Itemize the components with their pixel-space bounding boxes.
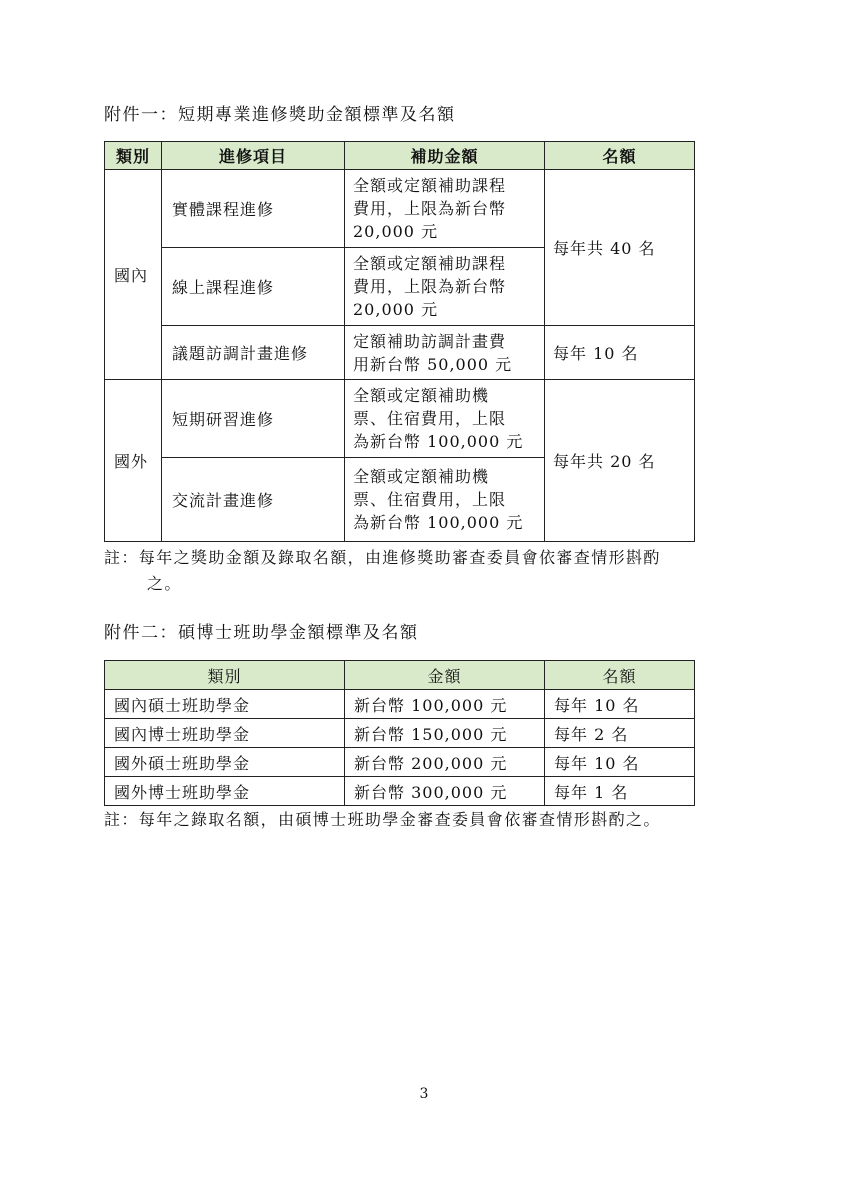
quota-cell: 每年 10 名 (545, 326, 695, 380)
amount-line: 20,000 元 (353, 222, 439, 241)
section1-title: 附件一：短期專業進修獎助金額標準及名額 (104, 105, 456, 125)
quota-cell: 每年共 40 名 (545, 170, 695, 326)
amount-line: 費用，上限為新台幣 (353, 277, 507, 296)
section1-note (104, 545, 764, 597)
amount-line: 定額補助訪調計畫費 (353, 331, 507, 351)
item-cell: 交流計畫進修 (162, 458, 345, 542)
header-category: 類別 (105, 661, 345, 690)
amount-cell: 新台幣 100,000 元 (345, 690, 545, 719)
category-cell: 國外碩士班助學金 (105, 748, 345, 777)
amount-line: 為新台幣 100,000 元 (353, 432, 524, 451)
quota-cell: 每年 10 名 (545, 748, 695, 777)
amount-cell (345, 170, 545, 248)
quota-cell: 每年 1 名 (545, 777, 695, 806)
amount-line: 票、住宿費用，上限 (353, 490, 507, 509)
header-item: 進修項目 (162, 142, 345, 170)
header-quota: 名額 (545, 661, 695, 690)
table-row (105, 719, 695, 748)
header-quota: 名額 (545, 142, 695, 170)
amount-cell (345, 458, 545, 542)
header-amount: 金額 (345, 661, 545, 690)
quota-cell: 每年共 20 名 (545, 380, 695, 542)
stipend-standards-table (104, 660, 695, 806)
table-row (105, 170, 695, 248)
amount-line: 20,000 元 (353, 300, 439, 319)
category-overseas: 國外 (105, 380, 162, 542)
amount-cell (345, 248, 545, 326)
amount-line: 全額或定額補助課程 (353, 176, 507, 195)
section2-title: 附件二：碩博士班助學金額標準及名額 (104, 623, 419, 643)
amount-line: 用新台幣 50,000 元 (353, 354, 513, 374)
category-cell: 國內碩士班助學金 (105, 690, 345, 719)
table-row (105, 380, 695, 458)
category-cell: 國外博士班助學金 (105, 777, 345, 806)
amount-line: 全額或定額補助機 (353, 386, 490, 405)
item-cell: 線上課程進修 (162, 248, 345, 326)
quota-cell: 每年 2 名 (545, 719, 695, 748)
note-line: 註：每年之獎助金額及錄取名額，由進修獎助審查委員會依審查情形斟酌 (104, 548, 661, 567)
note-line: 之。 (147, 574, 182, 593)
table-row (105, 690, 695, 719)
table-header-row (105, 661, 695, 690)
amount-line: 票、住宿費用，上限 (353, 409, 507, 428)
amount-cell (345, 380, 545, 458)
amount-line: 全額或定額補助機 (353, 467, 490, 486)
section2-note: 註：每年之錄取名額，由碩博士班助學金審查委員會依審查情形斟酌之。 (104, 810, 661, 829)
scholarship-standards-table (104, 141, 695, 542)
category-cell: 國內博士班助學金 (105, 719, 345, 748)
item-cell: 議題訪調計畫進修 (162, 326, 345, 380)
amount-line: 費用，上限為新台幣 (353, 199, 507, 218)
table-header-row (105, 142, 695, 170)
amount-line: 為新台幣 100,000 元 (353, 513, 524, 532)
category-domestic: 國內 (105, 170, 162, 380)
quota-cell: 每年 10 名 (545, 690, 695, 719)
item-cell: 短期研習進修 (162, 380, 345, 458)
page-number: 3 (419, 1086, 429, 1102)
header-category: 類別 (105, 142, 162, 170)
table-row (105, 748, 695, 777)
amount-line: 全額或定額補助課程 (353, 254, 507, 273)
amount-cell: 新台幣 300,000 元 (345, 777, 545, 806)
item-cell: 實體課程進修 (162, 170, 345, 248)
amount-cell (345, 326, 545, 380)
amount-cell: 新台幣 150,000 元 (345, 719, 545, 748)
amount-cell: 新台幣 200,000 元 (345, 748, 545, 777)
table-row (105, 777, 695, 806)
header-amount: 補助金額 (345, 142, 545, 170)
table-row (105, 326, 695, 380)
